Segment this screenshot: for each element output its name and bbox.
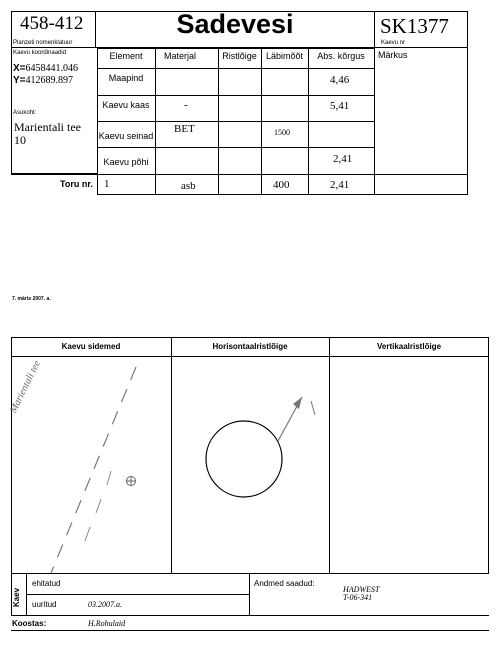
street-sketch-label: Marientali tee: [8, 358, 43, 415]
table-line: [261, 48, 262, 194]
table-line: [97, 48, 98, 194]
date-note: 7. märts 2007. a.: [12, 296, 51, 302]
toru-korgus: 2,41: [330, 179, 350, 191]
row-materjal-kaevu-kaas: -: [184, 99, 188, 111]
table-line: [218, 48, 219, 194]
toru-materjal: asb: [181, 180, 196, 192]
andmed-value-2: T-06-341: [343, 593, 373, 602]
footer-line: [249, 574, 250, 615]
row-element-maapind: Maapind: [108, 73, 144, 83]
table-line: [374, 48, 375, 194]
sidemed-sketch: [11, 357, 171, 573]
toru-label: Toru nr.: [60, 179, 93, 189]
coord-y-prefix: Y=: [13, 75, 26, 86]
road-dash: [96, 499, 101, 513]
col-header-korgus: Abs. kõrgus: [317, 51, 365, 61]
table-line: [155, 48, 156, 194]
andmed-label: Andmed saadud:: [254, 579, 315, 588]
well-number: SK1377: [380, 14, 449, 38]
table-line: [97, 147, 374, 148]
row-element-kaevu-seinad: Kaevu seinad: [98, 131, 154, 141]
row-korgus-maapind: 4,46: [330, 74, 350, 86]
coord-x: [13, 63, 78, 74]
row-materjal-kaevu-seinad: BET: [174, 123, 195, 135]
row-korgus-kaevu-kaas: 5,41: [330, 100, 350, 112]
koostas-value: H.Rohulaid: [88, 619, 126, 628]
section-title-sidemed: Kaevu sidemed: [61, 342, 121, 351]
header-divider-right: [374, 11, 375, 48]
road-dash: [85, 527, 90, 541]
location-value: Marientali tee 10: [14, 120, 81, 147]
col-header-ristloige: Ristlõige: [222, 51, 257, 61]
toru-labimoot: 400: [273, 179, 290, 191]
well-number-label: Kaevu nr: [381, 40, 406, 46]
table-line: [97, 48, 374, 49]
street-edge-line: [51, 367, 136, 573]
coord-y: [13, 75, 73, 86]
footer-line: [11, 630, 489, 631]
table-line: [308, 48, 309, 194]
direction-mark: [311, 401, 315, 415]
row-korgus-kaevu-pohi: 2,41: [333, 153, 353, 165]
section-title-vertikaal: Vertikaalristlõige: [376, 342, 442, 351]
andmed-value-1: HADWEST: [343, 585, 380, 594]
ehitatud-label: ehitatud: [32, 579, 61, 588]
table-line: [11, 174, 468, 175]
coord-x-prefix: X=: [13, 63, 26, 74]
coord-x-value: 6458441.046: [25, 63, 79, 74]
col-header-materjal: Materjal: [163, 51, 196, 61]
col-header-labimoot: Läbimõõt: [265, 51, 304, 61]
kaev-label: Kaev: [12, 587, 21, 607]
road-dash: [107, 471, 111, 485]
nomenclature-number: 458-412: [20, 13, 84, 34]
coords-label: Kaevu koordinaadid: [13, 50, 67, 56]
koostas-label: Koostas:: [12, 619, 47, 628]
uuritud-value: 03.2007.a.: [88, 600, 122, 609]
table-line: [97, 68, 374, 69]
direction-arrow-icon: [293, 397, 302, 409]
col-header-element: Element: [109, 51, 143, 61]
col-header-markus: Märkus: [378, 50, 408, 60]
page-title: Sadevesi: [176, 9, 294, 39]
sketch-divider: [329, 337, 330, 574]
nomenclature-label: Planzeti nomenklatuur: [13, 40, 73, 46]
table-line: [97, 95, 374, 96]
footer-line: [11, 615, 489, 616]
horisontaal-sketch: [172, 357, 329, 573]
well-marker-icon: [126, 476, 136, 486]
row-element-kaevu-kaas: Kaevu kaas: [102, 100, 150, 110]
row-labimoot-kaevu-seinad: 1500: [274, 128, 290, 137]
location-label: Asukoht:: [13, 110, 37, 116]
well-section-circle: [206, 421, 282, 497]
table-line: [97, 194, 468, 195]
footer-line: [26, 594, 249, 595]
table-line: [97, 121, 374, 122]
uuritud-label: uuritud: [32, 600, 57, 609]
section-title-horisontaal: Horisontaalristlõige: [212, 342, 288, 351]
table-line: [467, 11, 468, 194]
coord-y-value: 412689.897: [25, 75, 74, 86]
row-element-kaevu-pohi: Kaevu põhi: [103, 157, 149, 167]
toru-nr: 1: [104, 178, 110, 190]
